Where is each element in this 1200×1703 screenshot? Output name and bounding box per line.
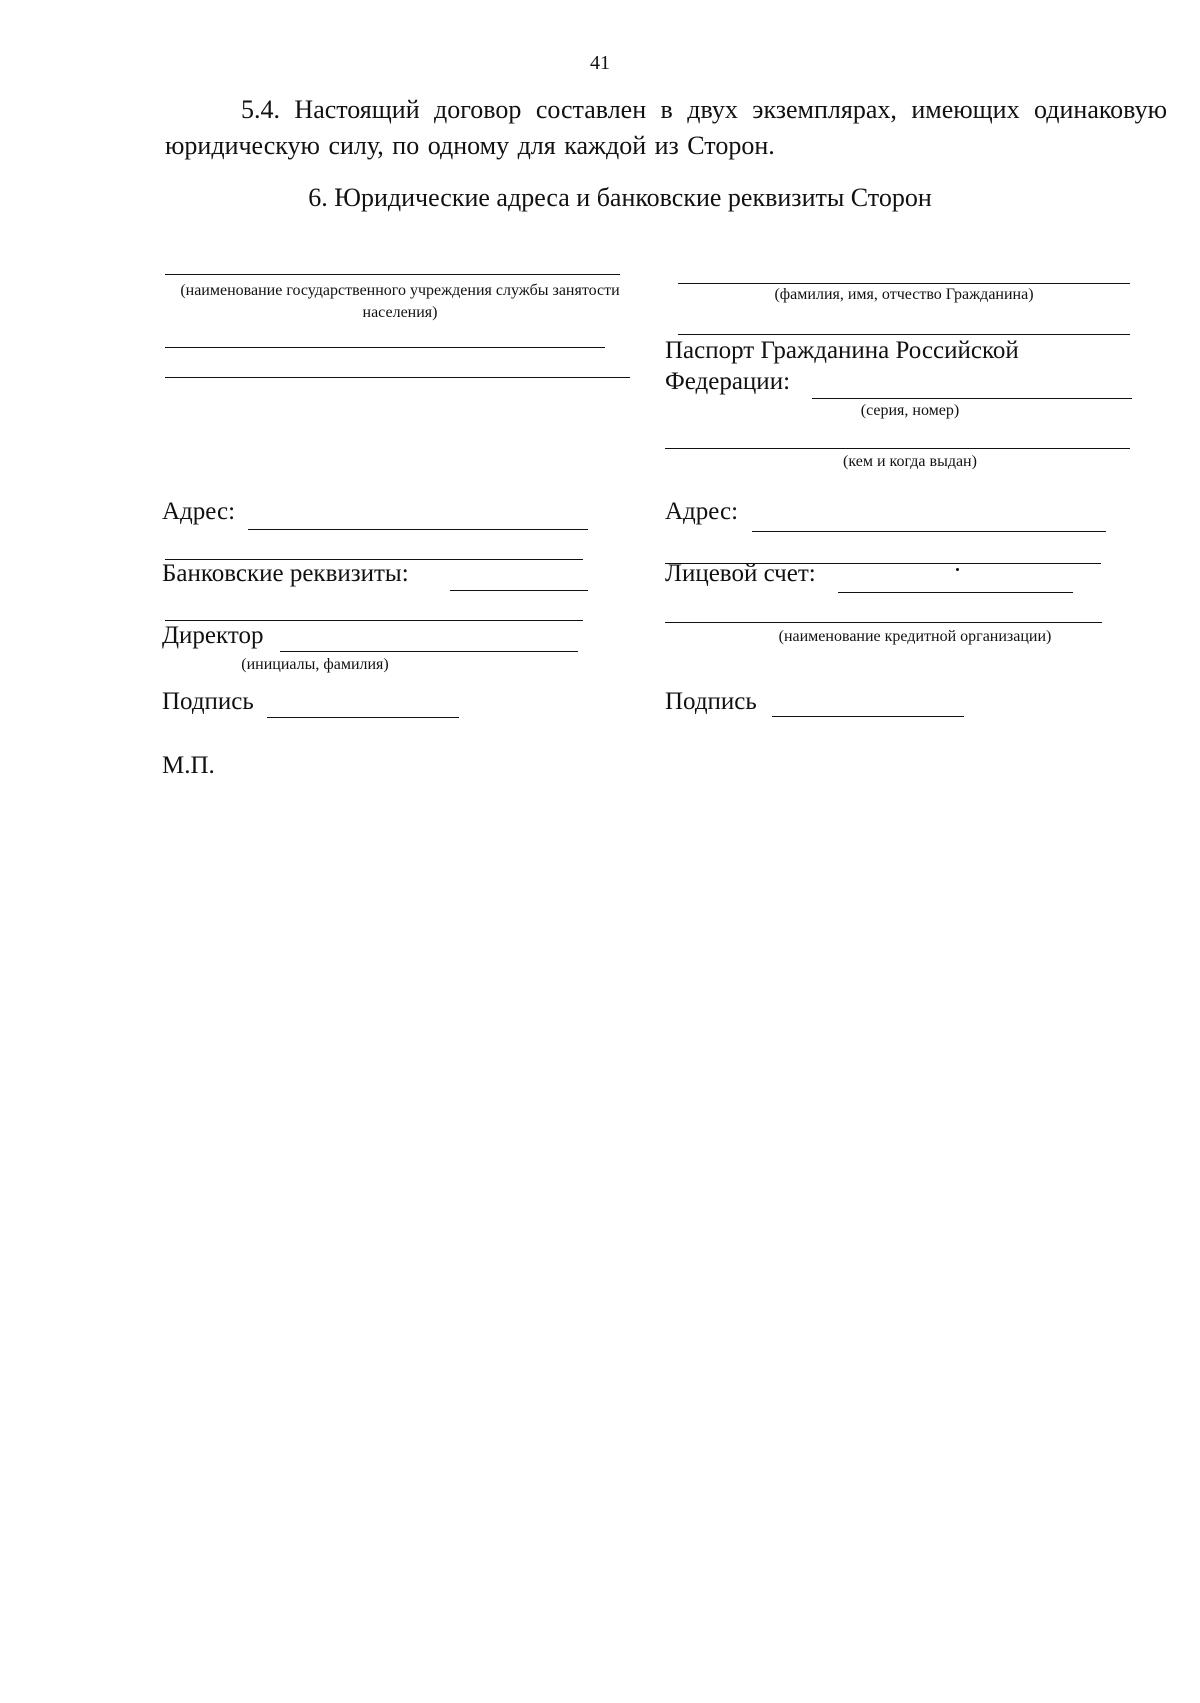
right-address-label: Адрес:: [665, 498, 739, 525]
page-number: 41: [590, 52, 610, 74]
director-caption: (инициалы, фамилия): [241, 656, 389, 673]
right-address-field[interactable]: [752, 531, 1106, 532]
passport-issued-caption: (кем и когда выдан): [843, 453, 977, 470]
stamp-label: М.П.: [162, 752, 215, 779]
institution-extra-line-2[interactable]: [165, 377, 630, 378]
passport-series-field[interactable]: [812, 398, 1132, 399]
stray-dot-mark: [956, 568, 959, 571]
right-signature-label: Подпись: [665, 688, 757, 715]
bank-name-field[interactable]: [665, 622, 1102, 623]
account-field[interactable]: [838, 592, 1073, 593]
left-signature-field[interactable]: [267, 717, 459, 718]
citizen-name-caption: (фамилия, имя, отчество Гражданина): [774, 286, 1034, 303]
left-address-label: Адрес:: [162, 498, 236, 525]
bank-details-field[interactable]: [450, 590, 588, 591]
left-address-field[interactable]: [248, 529, 588, 530]
institution-extra-line-1[interactable]: [165, 347, 605, 348]
passport-label-line2: Федерации:: [665, 368, 791, 395]
citizen-name-line-2[interactable]: [678, 334, 1130, 335]
bank-details-label: Банковские реквизиты:: [162, 560, 409, 587]
right-signature-field[interactable]: [772, 716, 964, 717]
clause-5-4: 5.4. Настоящий договор составлен в двух экземплярах, имеющих одинаковую юридическую силу, по одному для каждой из Сторон.: [165, 95, 1167, 160]
passport-series-caption: (серия, номер): [860, 402, 960, 419]
director-label: Директор: [162, 622, 264, 649]
institution-caption: (наименование государственного учреждения службы занятости населения): [180, 282, 620, 321]
institution-name-field[interactable]: [165, 274, 620, 275]
director-field[interactable]: [280, 651, 578, 652]
account-label: Лицевой счет:: [665, 560, 816, 587]
bank-details-line-2[interactable]: [165, 620, 583, 621]
passport-label-line1: Паспорт Гражданина Российской: [665, 337, 1019, 364]
passport-issued-field[interactable]: [665, 448, 1130, 449]
left-signature-label: Подпись: [162, 688, 254, 715]
section-6-title: 6. Юридические адреса и банковские реквизиты Сторон: [308, 183, 932, 212]
bank-name-caption: (наименование кредитной организации): [778, 628, 1052, 645]
